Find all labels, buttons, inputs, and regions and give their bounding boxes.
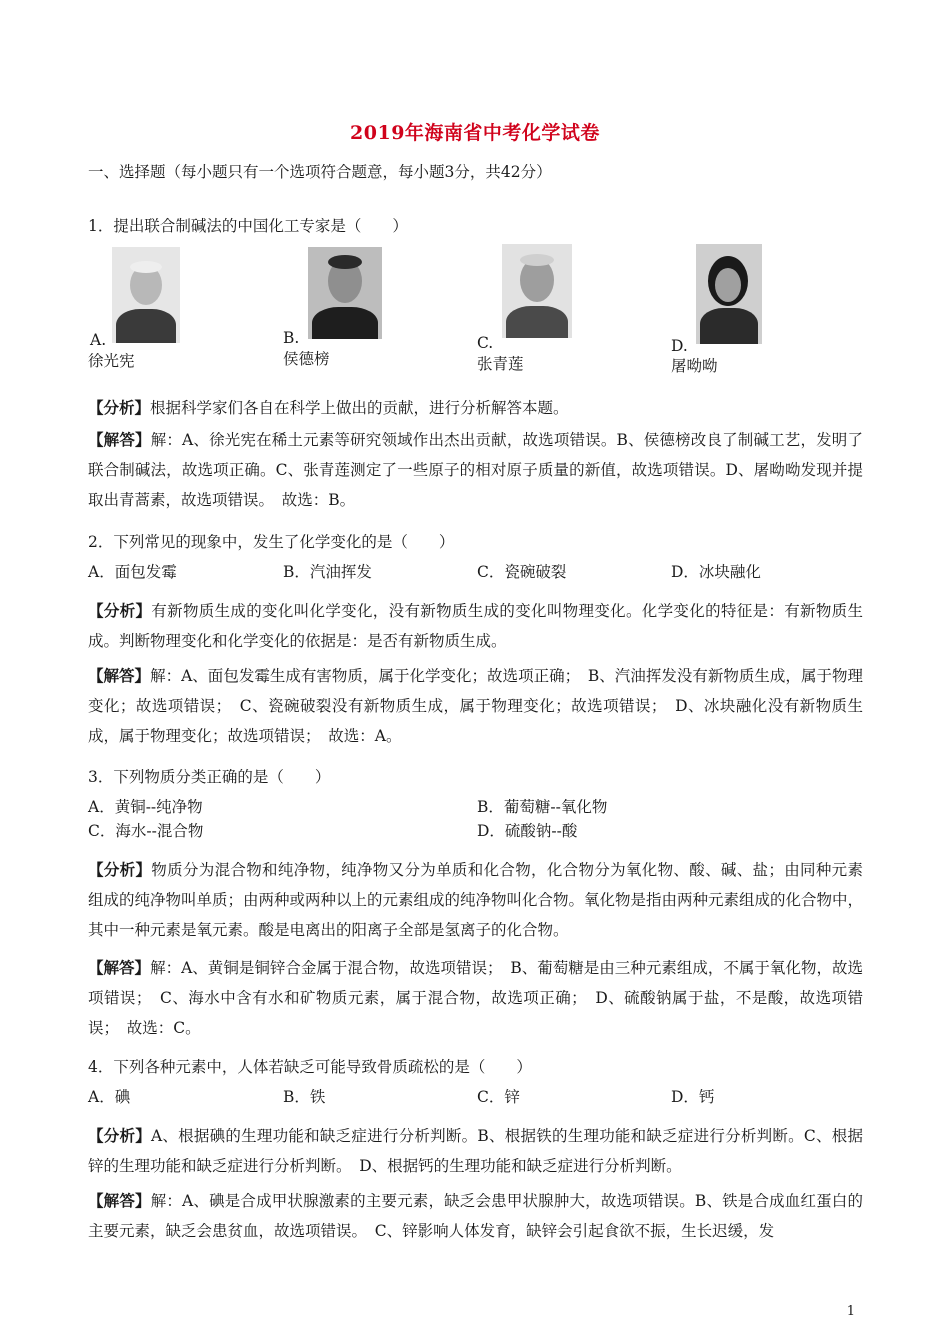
- q1-option-b-letter: B.: [283, 329, 300, 347]
- analysis-tag: 【分析】: [88, 398, 151, 417]
- answer-tag: 【解答】: [88, 958, 151, 977]
- q1-option-d-letter: D.: [671, 337, 688, 355]
- q1-option-c-letter: C.: [477, 334, 494, 352]
- answer-text: 解：A、碘是合成甲状腺激素的主要元素，缺乏会患甲状腺肿大，故选项错误。B、铁是合成血红蛋白的主要元素，缺乏会患贫血，故选项错误。 C、锌影响人体发育，缺锌会引起食欲不振，生长迟缓，发: [88, 1192, 863, 1240]
- portrait-d-image: [696, 244, 762, 344]
- q4-option-c: C．锌: [477, 1088, 520, 1106]
- answer-text: 解：A、黄铜是铜锌合金属于混合物，故选项错误； B、葡萄糖是由三种元素组成，不属于氧化物，故选项错误； C、海水中含有水和矿物质元素，属于混合物，故选项正确； D、硫酸钠属于盐，不是酸，故选项错误； 故选：C。: [88, 959, 863, 1037]
- analysis-tag: 【分析】: [88, 1126, 151, 1145]
- q1-option-d-name: 屠呦呦: [671, 357, 718, 375]
- answer-text: 解：A、徐光宪在稀土元素等研究领域作出杰出贡献，故选项错误。B、侯德榜改良了制碱工艺，发明了联合制碱法，故选项正确。C、张青莲测定了一些原子的相对原子质量的新值，故选项错误。D、屠呦呦发现并提取出青蒿素，故选项错误。 故选：B。: [88, 431, 863, 509]
- analysis-tag: 【分析】: [88, 601, 152, 620]
- q3-analysis: [88, 855, 863, 945]
- question-4-stem: 4．下列各种元素中，人体若缺乏可能导致骨质疏松的是（ ）: [88, 1058, 532, 1076]
- portrait-b-image: [308, 247, 382, 339]
- portrait-a-image: [112, 247, 180, 343]
- analysis-text: 物质分为混合物和纯净物，纯净物又分为单质和化合物，化合物分为氧化物、酸、碱、盐；由同种元素组成的纯净物叫单质；由两种或两种以上的元素组成的纯净物叫化合物。氧化物是指由两种元素组成的化合物中，其中一种元素是氧元素。酸是电离出的阳离子全部是氢离子的化合物。: [88, 861, 864, 939]
- q4-answer: [88, 1186, 863, 1246]
- q2-answer: [88, 661, 863, 751]
- q3-option-d: D．硫酸钠--酸: [477, 822, 578, 840]
- analysis-text: 有新物质生成的变化叫化学变化，没有新物质生成的变化叫物理变化。化学变化的特征是：有新物质生成。判断物理变化和化学变化的依据是：是否有新物质生成。: [88, 602, 863, 650]
- question-2-stem: 2．下列常见的现象中，发生了化学变化的是（ ）: [88, 533, 455, 551]
- q2-analysis: [88, 596, 863, 656]
- q1-option-a-name: 徐光宪: [88, 352, 135, 370]
- q3-answer: [88, 953, 863, 1043]
- q2-option-c: C．瓷碗破裂: [477, 563, 567, 581]
- section-heading: 一、选择题（每小题只有一个选项符合题意，每小题3分，共42分）: [88, 163, 552, 181]
- q1-option-a-letter: A.: [90, 331, 107, 349]
- page-title: 2019年海南省中考化学试卷: [350, 122, 600, 144]
- answer-text: 解：A、面包发霉生成有害物质，属于化学变化；故选项正确； B、汽油挥发没有新物质生成，属于物理变化；故选项错误； C、瓷碗破裂没有新物质生成，属于物理变化；故选项错误； D、冰块融化没有新物质生成，属于物理变化；故选项错误； 故选：A。: [88, 667, 863, 745]
- q3-option-b: B．葡萄糖--氧化物: [477, 798, 608, 816]
- q4-analysis: [88, 1121, 863, 1181]
- q1-answer: [88, 425, 863, 515]
- q3-option-a: A．黄铜--纯净物: [88, 798, 203, 816]
- portrait-c-image: [502, 244, 572, 338]
- analysis-tag: 【分析】: [88, 860, 152, 879]
- q1-option-b-name: 侯德榜: [283, 350, 330, 368]
- question-1-stem: 1．提出联合制碱法的中国化工专家是（ ）: [88, 217, 408, 235]
- q1-option-c-name: 张青莲: [477, 355, 524, 373]
- analysis-text: A、根据碘的生理功能和缺乏症进行分析判断。B、根据铁的生理功能和缺乏症进行分析判断。C、根据锌的生理功能和缺乏症进行分析判断。 D、根据钙的生理功能和缺乏症进行分析判断。: [88, 1127, 863, 1175]
- analysis-text: 根据科学家们各自在科学上做出的贡献，进行分析解答本题。: [150, 399, 569, 417]
- answer-tag: 【解答】: [88, 430, 151, 449]
- q3-option-c: C．海水--混合物: [88, 822, 204, 840]
- answer-tag: 【解答】: [88, 666, 151, 685]
- page-number: 1: [846, 1304, 855, 1319]
- q4-option-a: A．碘: [88, 1088, 131, 1106]
- q4-option-b: B．铁: [283, 1088, 326, 1106]
- q2-option-b: B．汽油挥发: [283, 563, 372, 581]
- q2-option-a: A．面包发霉: [88, 563, 177, 581]
- question-3-stem: 3．下列物质分类正确的是（ ）: [88, 768, 331, 786]
- q2-option-d: D．冰块融化: [671, 563, 761, 581]
- answer-tag: 【解答】: [88, 1191, 151, 1210]
- q1-analysis: [88, 393, 863, 423]
- q4-option-d: D．钙: [671, 1088, 715, 1106]
